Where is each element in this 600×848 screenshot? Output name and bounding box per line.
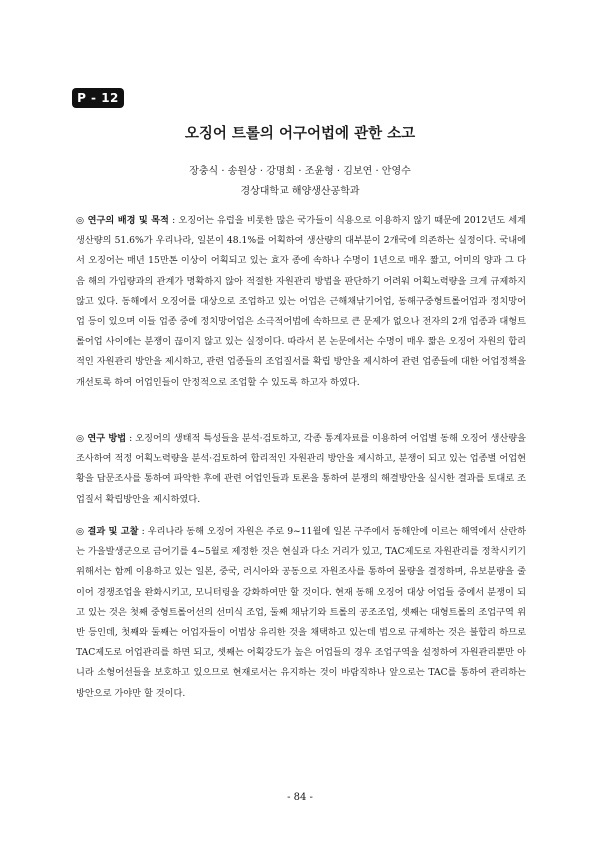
section-heading: ◎ 연구의 배경 및 목적 xyxy=(76,215,169,226)
page-number: - 84 - xyxy=(287,792,313,803)
section-body: : 오징어의 생태적 특성들을 분석·검토하고, 각종 통계자료를 이용하여 어업별 동해 오징어 생산량을 조사하여 적정 어획노력량을 분석·검토하여 합리적인 자원관리 방안을 제시하고, 분쟁이 되고 있는 업종별 어업현황을 답문조사를 통하여 파악한 후에 관련 어업인들과 토론을 통하여 분쟁의 해결방안을 실시한 결과를 토대로 조업질서 확립방안을 제시하였다. xyxy=(76,433,526,505)
section-methods xyxy=(76,429,526,510)
section-heading: ◎ 연구 방법 xyxy=(76,433,127,444)
section-heading: ◎ 결과 및 고찰 xyxy=(76,526,139,537)
poster-number-badge: P - 12 xyxy=(72,88,124,108)
author-list: 장충식 · 송원상 · 강명희 · 조윤형 · 김보연 · 안영수 xyxy=(189,166,411,177)
section-body: : 오징어는 유럽을 비롯한 많은 국가들이 식용으로 이용하지 않기 때문에 2012년도 세계 생산량의 51.6%가 우리나라, 일본이 48.1%를 어획하여 생산량의 대부분이 2개국에 의존하는 실정이다. 국내에서 오징어는 매년 15만톤 이상이 어획되고 있는 효자 종에 속하나 수명이 1년으로 매우 짧고, 어미의 양과 그 다음 해의 가입량과의 관계가 명확하지 않아 적절한 자원관리 방법을 판단하기 어려워 어획노력량을 크게 규제하지 않고 있다. 동해에서 오징어를 대상으로 조업하고 있는 어업은 근해채낚기어업, 동해구중형트롤어업과 정치망어업 등이 있으며 이들 업종 중에 정치망어업은 소극적어법에 속하므로 큰 문제가 없으나 전자의 2개 업종과 대형트롤어업 사이에는 분쟁이 끊이지 않고 있는 실정이다. 따라서 본 논문에서는 수명이 매우 짧은 오징어 자원의 합리적인 자원관리 방안을 제시하고, 관련 업종들의 조업질서를 확립 방안을 제시하여 관련 업종들에 대한 어업정책을 개선토록 하여 어업인들이 안정적으로 조업할 수 있도록 하고자 하였다. xyxy=(76,215,527,388)
section-results xyxy=(76,522,526,704)
paper-title: 오징어 트롤의 어구어법에 관한 소고 xyxy=(184,126,416,142)
section-body: : 우리나라 동해 오징어 자원은 주로 9~11월에 일본 구주에서 동해안에 이르는 해역에서 산란하는 가을발생군으로 금어기를 4~5월로 제정한 것은 현실과 다소 거리가 있고, TAC제도로 자원관리를 정착시키기 위해서는 함께 이용하고 있는 일본, 중국, 러시아와 공동으로 자원조사를 통하여 물량을 결정하며, 유보분량을 줄이어 경쟁조업을 완화시키고, 모니터링을 강화하여만 할 것이다. 현재 동해 오징어 대상 어업들 중에서 분쟁이 되고 있는 것은 첫째 중형트롤어선의 선미식 조업, 둘째 채낚기와 트롤의 공조조업, 셋째는 대형트롤의 조업구역 위반 등인데, 첫째와 둘째는 어업자들이 어법상 유리한 것을 채택하고 있는데 법으로 규제하는 것은 불합리 하므로 TAC제도로 어업관리를 하면 되고, 셋째는 어획강도가 높은 어업들의 경우 조업구역을 설정하여 자원관리뿐만 아니라 소형어선들을 보호하고 있으므로 현재로서는 유지하는 것이 바람직하나 앞으로는 TAC를 통하여 관리하는 방안으로 가야만 할 것이다. xyxy=(76,526,526,699)
section-background xyxy=(76,211,526,393)
affiliation: 경상대학교 해양생산공학과 xyxy=(240,186,360,197)
